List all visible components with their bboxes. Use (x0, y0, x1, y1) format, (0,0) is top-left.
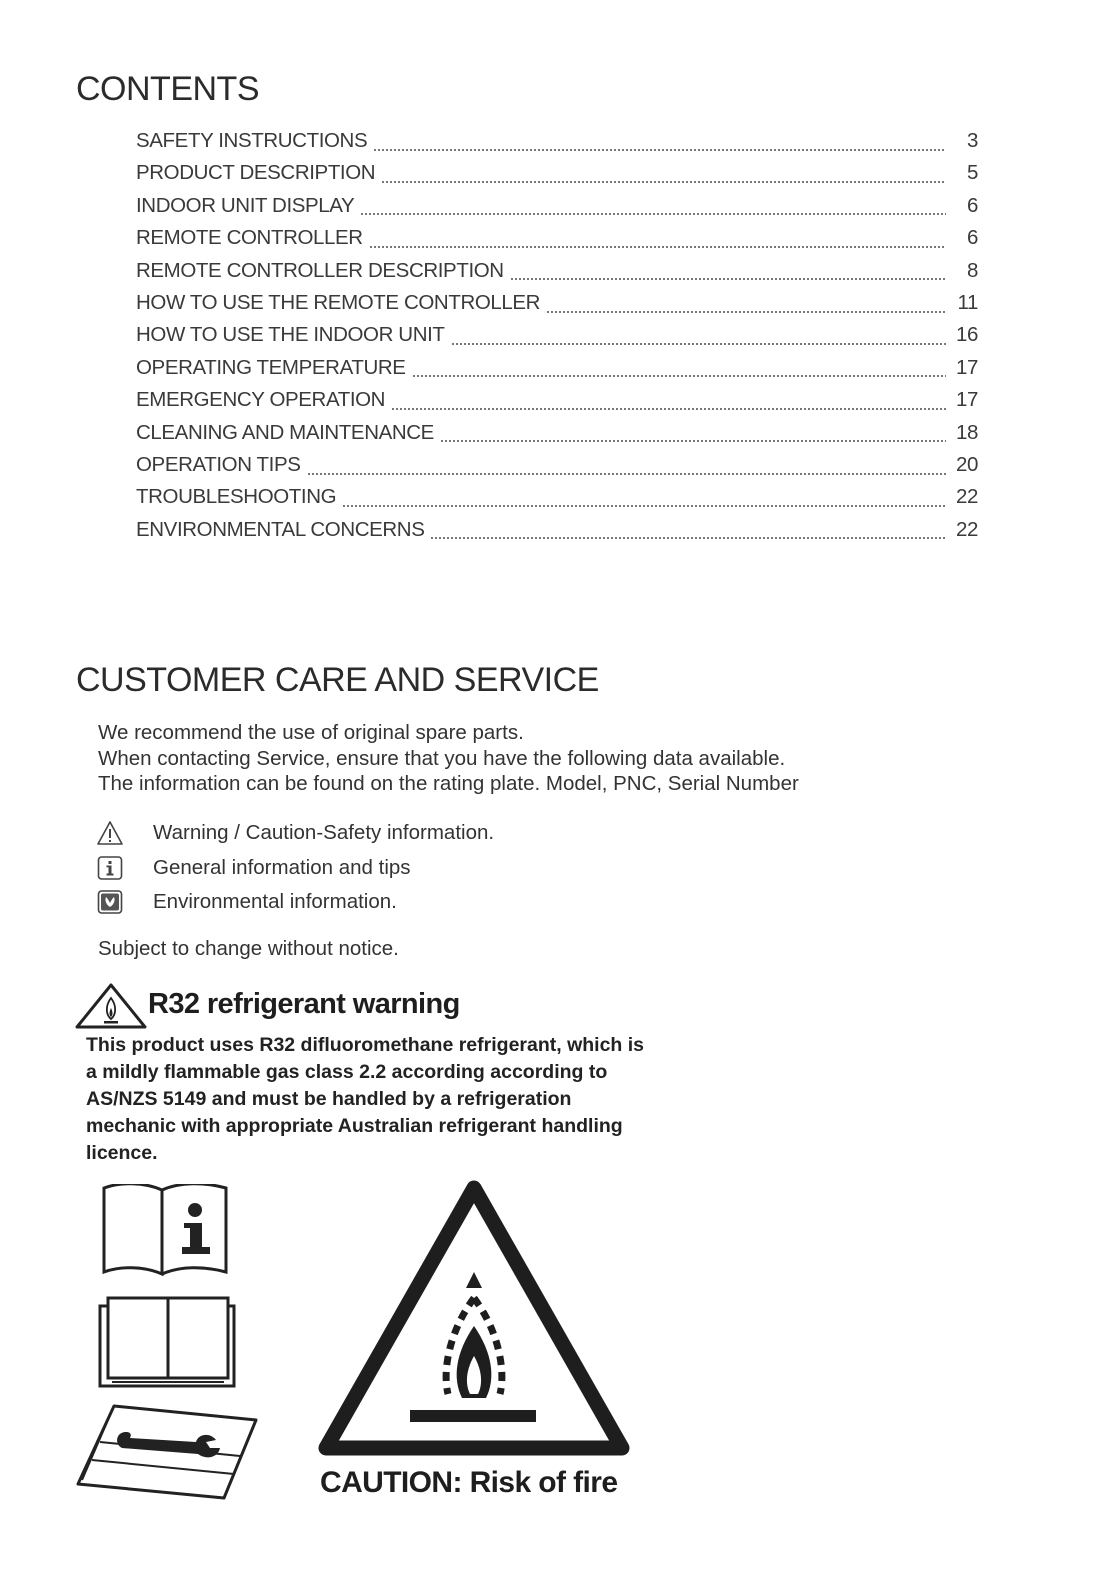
toc-entry-page: 20 (955, 452, 978, 476)
toc-dot-leader (451, 342, 946, 346)
toc-entry-page: 17 (955, 388, 978, 412)
environment-icon (96, 889, 124, 915)
toc-entry-page: 22 (955, 485, 978, 509)
r32-line: mechanic with appropriate Australian refrigerant handling (86, 1115, 623, 1137)
flammable-warning-icon (74, 982, 148, 1035)
toc-entry-page: 18 (955, 420, 978, 444)
r32-line: a mildly flammable gas class 2.2 according according to (86, 1061, 608, 1083)
toc-entry (136, 518, 978, 550)
toc-entry-label: CLEANING AND MAINTENANCE (136, 420, 434, 444)
toc-dot-leader (369, 245, 946, 249)
manual-info-icon (100, 1184, 232, 1283)
toc-entry-label: TROUBLESHOOTING (136, 485, 337, 509)
legend-text: Environmental information. (153, 890, 397, 914)
toc-entry-page: 16 (955, 323, 978, 347)
toc-entry (136, 453, 978, 485)
toc-entry-page: 6 (966, 193, 978, 217)
r32-warning-body (86, 1032, 644, 1167)
legend-item-warning (96, 816, 494, 851)
contents-title: CONTENTS (76, 70, 259, 108)
toc-entry (136, 129, 978, 161)
toc-dot-leader (381, 180, 946, 184)
customer-care-title: CUSTOMER CARE AND SERVICE (76, 661, 599, 699)
toc-entry-label: ENVIRONMENTAL CONCERNS (136, 517, 425, 541)
toc-entry-page: 17 (955, 355, 978, 379)
warning-triangle-icon (96, 820, 124, 846)
toc-entry-label: HOW TO USE THE INDOOR UNIT (136, 323, 445, 347)
toc-entry (136, 421, 978, 453)
toc-dot-leader (412, 374, 946, 378)
toc-entry-label: REMOTE CONTROLLER DESCRIPTION (136, 258, 504, 282)
change-notice: Subject to change without notice. (98, 937, 399, 960)
customer-care-paragraph (98, 720, 799, 797)
toc-entry-label: PRODUCT DESCRIPTION (136, 161, 376, 185)
toc-entry (136, 226, 978, 258)
legend-item-environment (96, 885, 494, 920)
toc-entry-page: 6 (966, 226, 978, 250)
toc-entry (136, 259, 978, 291)
open-manual-icon (98, 1294, 238, 1395)
r32-line: This product uses R32 difluoromethane refrigerant, which is (86, 1034, 645, 1056)
toc-dot-leader (360, 212, 946, 216)
toc-dot-leader (307, 472, 946, 476)
legend-item-info (96, 851, 494, 886)
toc-dot-leader (391, 407, 946, 411)
care-line: The information can be found on the rating plate. Model, PNC, Serial Number (98, 772, 799, 795)
table-of-contents (136, 129, 978, 550)
toc-entry-label: SAFETY INSTRUCTIONS (136, 129, 368, 152)
symbol-legend (96, 816, 494, 920)
toc-entry-label: EMERGENCY OPERATION (136, 388, 386, 412)
toc-entry-label: OPERATION TIPS (136, 452, 301, 476)
care-line: When contacting Service, ensure that you have the following data available. (98, 746, 786, 770)
legend-text: Warning / Caution-Safety information. (153, 821, 495, 845)
r32-line: AS/NZS 5149 and must be handled by a refrigeration (86, 1088, 572, 1110)
toc-dot-leader (546, 310, 946, 314)
service-manual-icon (74, 1402, 260, 1507)
caution-risk-of-fire: CAUTION: Risk of fire (320, 1466, 618, 1499)
toc-entry-label: REMOTE CONTROLLER (136, 226, 363, 250)
toc-dot-leader (342, 504, 946, 508)
toc-entry (136, 291, 978, 323)
toc-entry (136, 356, 978, 388)
toc-dot-leader (373, 148, 946, 152)
toc-entry-page: 22 (955, 517, 978, 541)
toc-dot-leader (440, 439, 946, 443)
toc-entry (136, 323, 978, 355)
toc-entry-label: HOW TO USE THE REMOTE CONTROLLER (136, 290, 541, 314)
toc-entry-page: 8 (966, 258, 978, 282)
toc-entry (136, 194, 978, 226)
toc-entry (136, 485, 978, 517)
toc-dot-leader (430, 536, 946, 540)
legend-text: General information and tips (153, 855, 411, 879)
r32-line: licence. (86, 1142, 158, 1164)
toc-entry-label: OPERATING TEMPERATURE (136, 355, 406, 379)
care-line: We recommend the use of original spare parts. (98, 721, 524, 744)
toc-entry-page: 11 (957, 290, 978, 314)
toc-entry (136, 388, 978, 420)
toc-dot-leader (510, 277, 946, 281)
toc-entry-page: 5 (966, 161, 978, 185)
info-icon (96, 855, 124, 881)
fire-hazard-icon (318, 1180, 630, 1463)
toc-entry (136, 161, 978, 193)
toc-entry-label: INDOOR UNIT DISPLAY (136, 193, 355, 217)
r32-warning-title: R32 refrigerant warning (148, 988, 460, 1020)
toc-entry-page: 3 (966, 129, 978, 152)
